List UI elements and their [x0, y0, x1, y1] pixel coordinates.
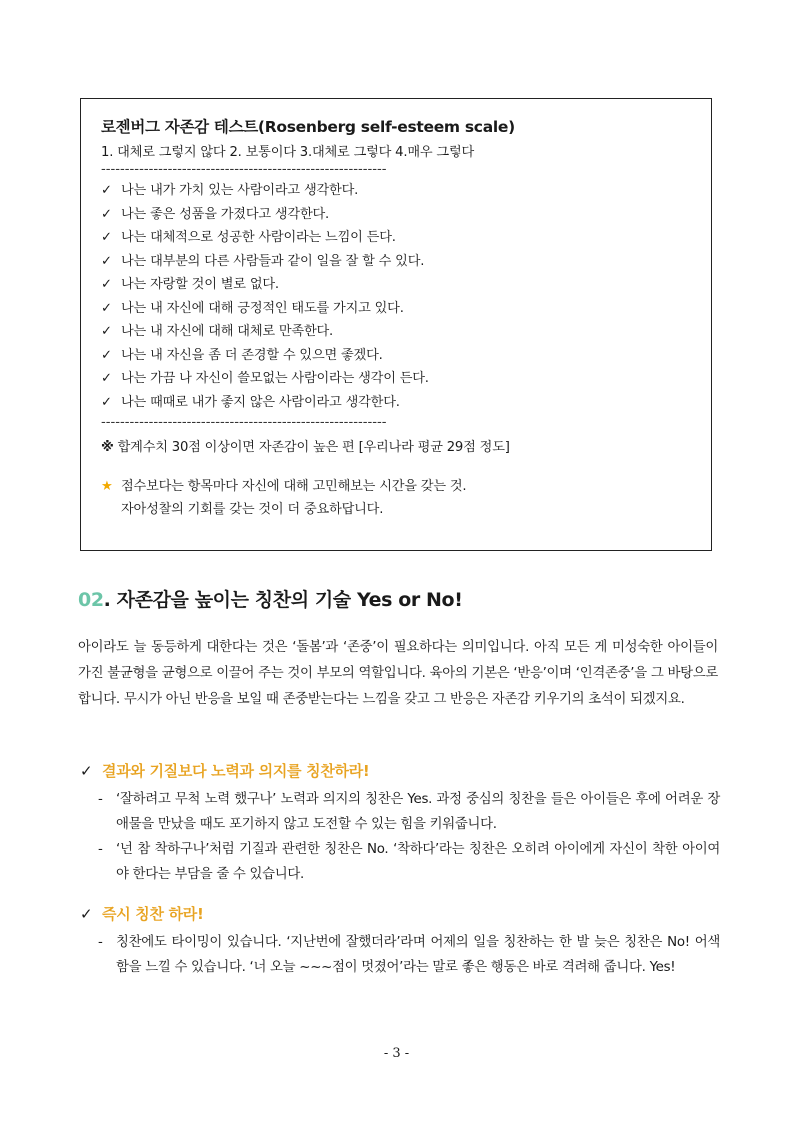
- reference-mark-icon: ※: [101, 440, 114, 455]
- subheading: ✓ 즉시 칭찬 하라!: [80, 905, 204, 923]
- divider-top: ------------------------------------------------------------: [101, 163, 387, 177]
- test-item: ✓ 나는 내가 가치 있는 사람이라고 생각한다.: [101, 179, 711, 203]
- check-icon: ✓: [101, 371, 112, 386]
- check-icon: ✓: [101, 206, 112, 222]
- check-icon: ✓: [80, 762, 93, 780]
- dash-icon: -: [98, 935, 103, 950]
- check-icon: ✓: [101, 230, 112, 245]
- test-item: ✓ 나는 내 자신을 좀 더 존경할 수 있으면 좋겠다.: [101, 344, 711, 368]
- section-title: . 자존감을 높이는 칭찬의 기술 Yes or No!: [103, 589, 463, 611]
- intro-paragraph: 아이라도 늘 동등하게 대한다는 것은 ‘돌봄’과 ‘존중’이 필요하다는 의미입니다. 아직 모든 게 미성숙한 아이들이 가진 불균형을 균형으로 이끌어 주는 것이 부모의 역할입니다. 육아의 기본은 ‘반응’이며 ‘인격존중’을 그 바탕으로 합니다. 무시가 아닌 반응을 보일 때 존중받는다는 느낌을 갖고 그 반응은 자존감 키우기의 초석이 되겠지요.: [78, 640, 718, 707]
- test-title: 로젠버그 자존감 테스트(Rosenberg self-esteem scale): [101, 118, 515, 136]
- subheading: ✓ 결과와 기질보다 노력과 의지를 칭찬하라!: [80, 762, 370, 780]
- bullet-item: - ‘넌 참 착하구나’처럼 기질과 관련한 칭찬은 No. ‘착하다’라는 칭찬은 오히려 아이에게 자신이 착한 아이여야 한다는 부담을 줄 수 있습니다.: [98, 837, 720, 887]
- dash-icon: -: [98, 842, 103, 857]
- test-item: ✓ 나는 내 자신에 대해 긍정적인 태도를 가지고 있다.: [101, 297, 711, 321]
- test-items: [101, 179, 711, 414]
- test-item: ✓ 나는 때때로 내가 좋지 않은 사람이라고 생각한다.: [101, 391, 711, 415]
- test-item: ✓ 나는 자랑할 것이 별로 없다.: [101, 273, 711, 297]
- divider-bottom: ------------------------------------------------------------: [101, 415, 387, 430]
- test-item: ✓ 나는 내 자신에 대해 대체로 만족한다.: [101, 320, 711, 344]
- check-icon: ✓: [101, 253, 112, 269]
- scale-legend: 1. 대체로 그렇지 않다 2. 보통이다 3.대체로 그렇다 4.매우 그렇다: [101, 145, 475, 160]
- section-heading: [78, 585, 462, 612]
- check-icon: ✓: [101, 277, 112, 292]
- bullet-item: - ‘잘하려고 무척 노력 했구나’ 노력과 의지의 칭찬은 Yes. 과정 중심의 칭찬을 들은 아이들은 후에 어려운 장애물을 만났을 때도 포기하지 않고 도전할 수 있는 힘을 키워줍니다.: [98, 787, 720, 837]
- check-icon: ✓: [101, 394, 112, 410]
- star-icon: ★: [101, 479, 113, 494]
- test-item: ✓ 나는 대부분의 다른 사람들과 같이 일을 잘 할 수 있다.: [101, 250, 711, 274]
- check-icon: ✓: [101, 183, 112, 198]
- check-icon: ✓: [101, 324, 112, 339]
- tip-line: 자아성찰의 기회를 갖는 것이 더 중요하답니다.: [121, 502, 384, 517]
- test-item: ✓ 나는 대체적으로 성공한 사람이라는 느낌이 든다.: [101, 226, 711, 250]
- page-number: - 3 -: [383, 1046, 410, 1061]
- bullet-item: - 칭찬에도 타이밍이 있습니다. ‘지난번에 잘했더라’라며 어제의 일을 칭찬하는 한 발 늦은 칭찬은 No! 어색함을 느낄 수 있습니다. ‘너 오늘 ~~~점이 멋졌어’라는 말로 좋은 행동은 바로 격려해 줍니다. Yes!: [98, 930, 720, 980]
- bullet-list: [98, 787, 720, 887]
- check-icon: ✓: [101, 300, 112, 316]
- test-item: ✓ 나는 좋은 성품을 가졌다고 생각한다.: [101, 203, 711, 227]
- check-icon: ✓: [80, 905, 93, 923]
- score-note: ※ 합계수치 30점 이상이면 자존감이 높은 편 [우리나라 평균 29점 정도]: [101, 440, 510, 455]
- section-number: 02: [78, 589, 104, 611]
- dash-icon: -: [98, 792, 103, 807]
- tip-block: [101, 475, 711, 521]
- self-esteem-test-box: [80, 98, 712, 551]
- bullet-list: [98, 930, 720, 980]
- test-item: ✓ 나는 가끔 나 자신이 쓸모없는 사람이라는 생각이 든다.: [101, 367, 711, 391]
- check-icon: ✓: [101, 347, 112, 363]
- tip-line: ★ 점수보다는 항목마다 자신에 대해 고민해보는 시간을 갖는 것.: [101, 475, 711, 498]
